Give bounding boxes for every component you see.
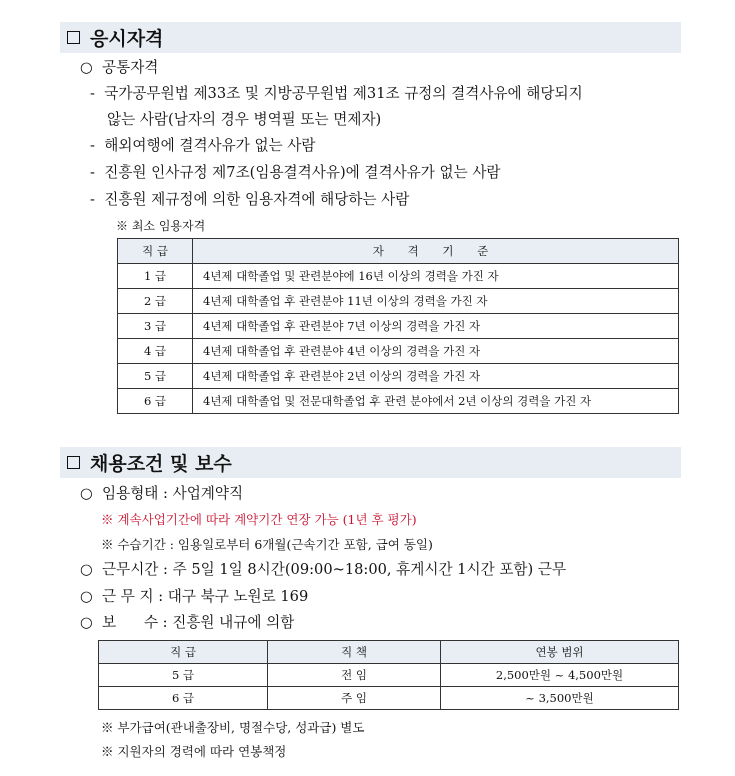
grade-cell: 5 급 [99,664,268,687]
grade-cell: 2 급 [118,289,193,314]
criteria-cell: 4년제 대학졸업 및 전문대학졸업 후 관련 분야에서 2년 이상의 경력을 가진 자 [193,389,679,414]
circle-bullet-icon: ○ [80,59,93,76]
column-header-salary-range: 연봉 범위 [441,641,679,664]
list-item-continued: 않는 사람(남자의 경우 병역필 또는 면제자) [107,111,382,128]
table-row [99,687,679,710]
circle-bullet-icon: ○ [80,561,93,578]
common-qualifications-heading: ○ 공통자격 [80,59,159,76]
grade-cell: 6 급 [99,687,268,710]
grade-cell: 4 급 [118,339,193,364]
column-header-criteria: 자 격 기 준 [193,239,679,264]
salary-negotiation-note: ※ 지원자의 경력에 따라 연봉책정 [101,744,287,759]
salary-range-cell: ~ 3,500만원 [441,687,679,710]
list-item: - 국가공무원법 제33조 및 지방공무원법 제31조 규정의 결격사유에 해당되지 [90,85,583,102]
table-row [118,364,679,389]
table-row [118,289,679,314]
table-row [118,314,679,339]
circle-bullet-icon: ○ [80,485,93,502]
criteria-cell: 4년제 대학졸업 후 관련분야 11년 이상의 경력을 가진 자 [193,289,679,314]
min-qualification-note: ※ 최소 임용자격 [116,219,206,233]
section-title: 채용조건 및 보수 [90,453,232,475]
extra-pay-note: ※ 부가급여(관내출장비, 명절수당, 성과급) 별도 [101,720,365,735]
column-header-grade: 직 급 [118,239,193,264]
criteria-cell: 4년제 대학졸업 후 관련분야 4년 이상의 경력을 가진 자 [193,339,679,364]
salary-table [98,640,679,710]
list-item: - 해외여행에 결격사유가 없는 사람 [90,137,316,154]
table-row [118,389,679,414]
list-item: - 진흥원 인사규정 제7조(임용결격사유)에 결격사유가 없는 사람 [90,164,501,181]
checkbox-square-icon [67,31,80,44]
probation-note: ※ 수습기간 : 임용일로부터 6개월(근속기간 포함, 급여 동일) [101,537,433,552]
table-header-row [99,641,679,664]
circle-bullet-icon: ○ [80,614,93,631]
contract-extension-note: ※ 계속사업기간에 따라 계약기간 연장 가능 (1년 후 평가) [101,512,417,527]
checkbox-square-icon [67,456,80,469]
grade-cell: 3 급 [118,314,193,339]
table-row [99,664,679,687]
list-item: - 진흥원 제규정에 의한 임용자격에 해당하는 사람 [90,191,410,208]
section-header-conditions [60,447,681,478]
column-header-grade: 직 급 [99,641,268,664]
criteria-cell: 4년제 대학졸업 및 관련분야에 16년 이상의 경력을 가진 자 [193,264,679,289]
salary-range-cell: 2,500만원 ~ 4,500만원 [441,664,679,687]
section-title: 응시자격 [90,28,164,50]
table-row [118,264,679,289]
position-cell: 주 임 [268,687,441,710]
work-hours: ○ 근무시간 : 주 5일 1일 8시간(09:00~18:00, 휴게시간 1시간 포함) 근무 [80,561,567,578]
table-header-row [118,239,679,264]
grade-cell: 6 급 [118,389,193,414]
grade-cell: 5 급 [118,364,193,389]
employment-type: ○ 임용형태 : 사업계약직 [80,485,244,502]
workplace: ○ 근 무 지 : 대구 북구 노원로 169 [80,588,309,605]
criteria-cell: 4년제 대학졸업 후 관련분야 2년 이상의 경력을 가진 자 [193,364,679,389]
grade-cell: 1 급 [118,264,193,289]
salary: ○ 보 수 : 진흥원 내규에 의함 [80,614,295,631]
position-cell: 전 임 [268,664,441,687]
column-header-position: 직 책 [268,641,441,664]
qualification-table [117,238,679,414]
criteria-cell: 4년제 대학졸업 후 관련분야 7년 이상의 경력을 가진 자 [193,314,679,339]
table-row [118,339,679,364]
section-header-qualifications [60,22,681,53]
circle-bullet-icon: ○ [80,588,93,605]
